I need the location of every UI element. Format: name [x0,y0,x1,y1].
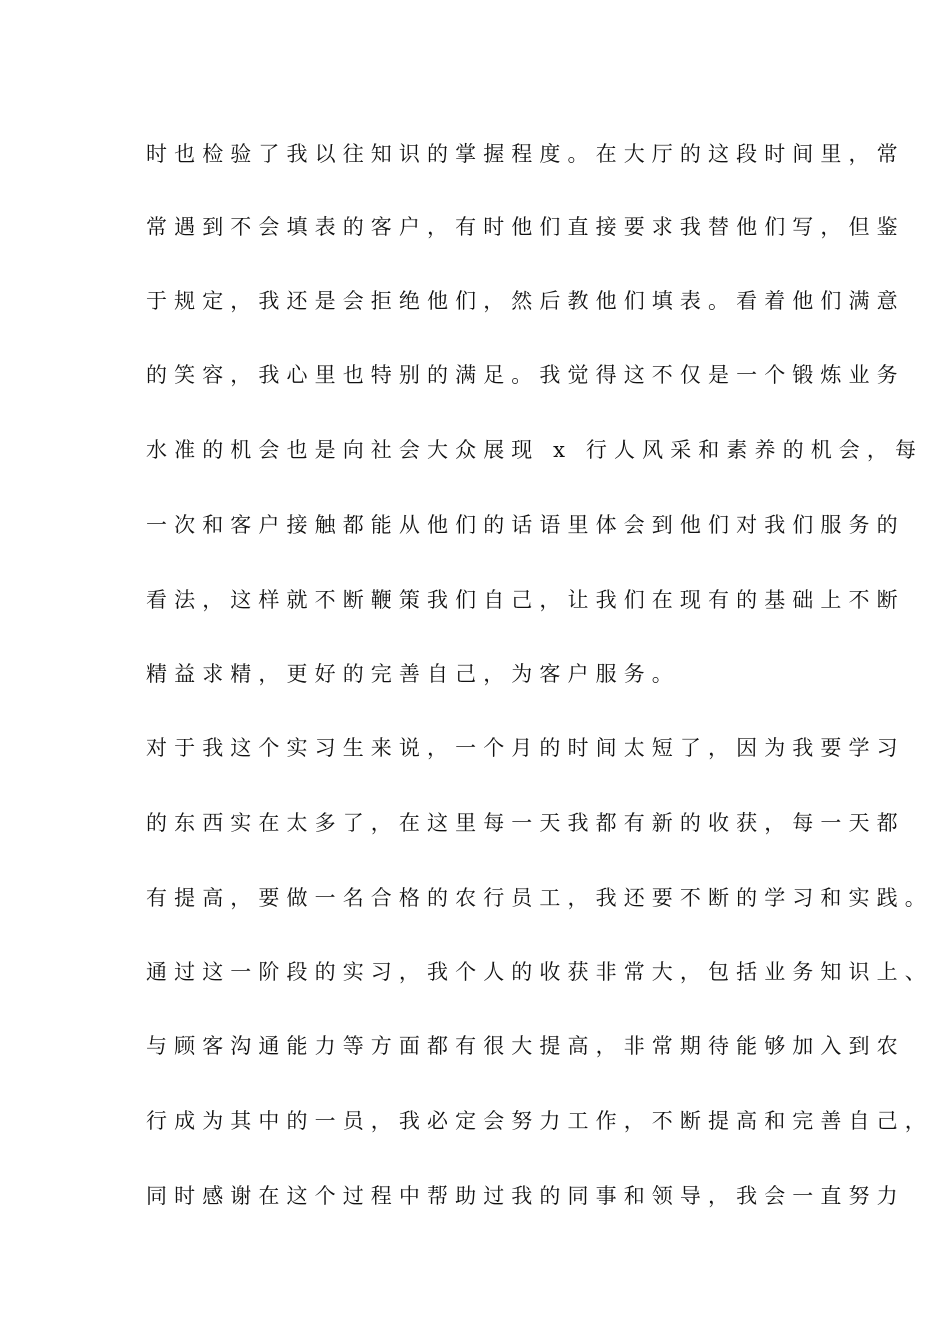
text-line: 与顾客沟通能力等方面都有很大提高，非常期待能够加入到农 [146,1034,905,1058]
text-line: 的笑容，我心里也特别的满足。我觉得这不仅是一个锻炼业务 [146,363,905,387]
text-line: 通过这一阶段的实习，我个人的收获非常大，包括业务知识上、 [146,960,933,984]
text-line: 一次和客户接触都能从他们的话语里体会到他们对我们服务的 [146,513,905,537]
text-line: 同时感谢在这个过程中帮助过我的同事和领导，我会一直努力 [146,1184,905,1208]
text-line: 于规定，我还是会拒绝他们，然后教他们填表。看着他们满意 [146,289,905,313]
text-line: 的东西实在太多了，在这里每一天我都有新的收获，每一天都 [146,811,905,835]
text-line: 有提高，要做一名合格的农行员工，我还要不断的学习和实践。 [146,886,933,910]
text-line: 时也检验了我以往知识的掌握程度。在大厅的这段时间里，常 [146,142,905,166]
text-line: 对于我这个实习生来说，一个月的时间太短了，因为我要学习 [146,736,905,760]
text-line: 水准的机会也是向社会大众展现 x 行人风采和素养的机会，每 [146,438,924,462]
text-line: 常遇到不会填表的客户，有时他们直接要求我替他们写，但鉴 [146,215,905,239]
text-line: 精益求精，更好的完善自己，为客户服务。 [146,662,680,686]
text-line: 行成为其中的一员，我必定会努力工作，不断提高和完善自己， [146,1109,933,1133]
text-line: 看法，这样就不断鞭策我们自己，让我们在现有的基础上不断 [146,588,905,612]
